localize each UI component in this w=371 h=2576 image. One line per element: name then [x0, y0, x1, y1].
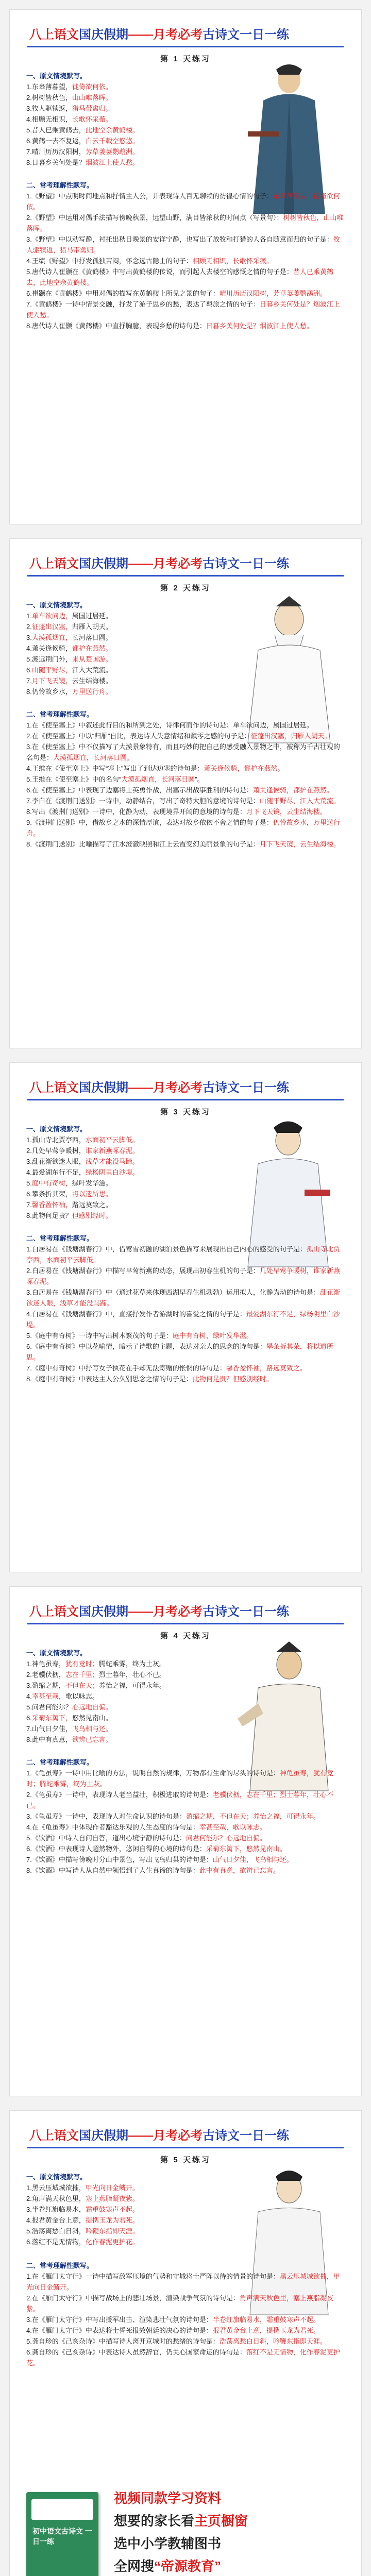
list-item: 5.唐代诗人崔颢在《黄鹤楼》中写出黄鹤楼的传说，而引起人去楼空的感慨之情的句子是：昔人已乘黄鹤去，此地空余黄鹤楼。 [26, 268, 333, 286]
list-item: 4.最爱湖东行不足，绿杨阴里白沙堤。 [26, 1168, 139, 1176]
promo-block [26, 2482, 346, 2576]
list-item: 5.龚自珍的《己亥杂诗》中描写诗人离开京城时的愁绪的诗句是：浩荡离愁白日斜，吟鞭东指即天涯。 [26, 2337, 327, 2345]
list-item: 5.渡远荆门外，来从楚国游。 [26, 655, 112, 663]
list-item: 1.《龟虽寿》一诗中用比喻的方法，说明自然的规律，万物都有生命的尽头的诗句是：神龟虽寿，犹有竟时；腾蛇乘雾，终为土灰。 [26, 1769, 333, 1788]
list-item: 6.落红不是无情物，化作春泥更护花。 [26, 2238, 139, 2246]
understanding-content [26, 2260, 346, 2368]
list-item: 7.山气日夕佳，飞鸟相与还。 [26, 1725, 112, 1733]
list-item: 8.此物何足贵？但感别经时。 [26, 1212, 112, 1219]
list-item: 8.写出《渡荆门送别》一诗中，化静为动，表现境界开阔的意境的诗句是：月下飞天镜，云生结海楼。 [26, 808, 327, 816]
understanding-content [26, 180, 346, 331]
list-item: 7.李白在《渡荆门送别》一诗中，动静结合，写出了奇特大胆的意境的诗句是：山随平野尽，江入大荒流。 [26, 797, 340, 805]
exercise-content [26, 2172, 212, 2247]
understanding-content [26, 1233, 346, 1384]
list-item: 2.白居易在《钱塘湖春行》中描写早莺新燕的动态，展现出初春生机的句子是：几处早莺争暖树，谁家新燕啄春泥。 [26, 1267, 340, 1285]
understanding-content [26, 709, 346, 850]
list-item: 6.《庭中有奇树》中以花喻情，暗示了诗歌的主题，表达对亲人的思念的诗句是：攀条折其荣，将以遗所思。 [26, 1343, 333, 1361]
section-heading: 一、原文情境默写。 [26, 1125, 87, 1133]
promo-line-2: 想要的家长看主页橱窗 [114, 2513, 248, 2529]
list-item: 2.角声满天秋色里，塞上燕脂凝夜紫。 [26, 2195, 139, 2202]
list-item: 6.采菊东篱下，悠然见南山。 [26, 1714, 112, 1722]
list-item: 1.在《雁门太守行》一诗中描写敌军压境的气势和守城将士严阵以待的情景的诗句是：黑云压城城欲摧，甲光向日金鳞开。 [26, 2273, 340, 2291]
day-label: 第 4 天练习 [160, 1632, 211, 1640]
list-item: 3.盈缩之期，不但在天；养怡之福，可得永年。 [26, 1682, 166, 1689]
understanding-content [26, 1757, 346, 1876]
list-item: 4.王绩《野望》中抒发孤独苦闷，怀念远古隐士的句子：相顾无相识，长歌怀采薇。 [26, 257, 273, 265]
day-label: 第 5 天练习 [160, 2156, 211, 2164]
list-item: 2.《龟虽寿》一诗中，表现诗人老当益壮，积极进取的诗句是：老骥伏枥，志在千里；烈士暮年，壮心不已。 [26, 1791, 333, 1809]
list-item: 2.《野望》中运用对偶手法描写傍晚秋景，远望山野，满目皆浓秋的时间点（写景句）：树树皆秋色，山山唯落晖。 [26, 214, 344, 232]
divider [27, 46, 344, 47]
list-item: 4.在《雁门太守行》中表达将士誓死报效朝廷的决心的诗句是：报君黄金台上意，提携玉龙为君死。 [26, 2327, 320, 2334]
section-heading: 二、常考理解性默写。 [26, 2262, 94, 2269]
list-item: 4.在《龟虽寿》中体现作者豁达乐观的人生态度的诗句是：幸甚至哉，歌以咏志。 [26, 1823, 266, 1831]
list-item: 8.日暮乡关何处是？烟波江上使人愁。 [26, 159, 139, 166]
list-item: 5.王维在《使至塞上》中的名句“大漠孤烟直，长河落日圆”。 [26, 775, 204, 783]
list-item: 6.山随平野尽，江入大荒流。 [26, 666, 112, 674]
list-item: 3.在《使至塞上》中不仅描写了大漠景象特有，而且巧妙的把自己的感受融入景物之中，被称为千古壮观的名句是：大漠孤烟直，长河落日圆。 [26, 743, 340, 761]
list-item: 4.白居易在《钱塘湖春行》中，直接抒发作者游湖时的喜爱之情的句子是：最爱湖东行不足，绿杨阴里白沙堤。 [26, 1310, 340, 1329]
list-item: 1.东皋薄暮望，徙倚欲何依。 [26, 83, 112, 91]
book-title: 初中语文古诗文 一日一练 [32, 2527, 92, 2546]
divider [27, 575, 344, 577]
list-item: 1.黑云压城城欲摧，甲光向日金鳞开。 [26, 2184, 139, 2192]
list-item: 8.《庭中有奇树》中表达主人公久别思念之情的句子是：此物何足贵？但感别经时。 [26, 1375, 273, 1383]
list-item: 8.唐代诗人崔颢《黄鹤楼》中直抒胸臆，表现乡愁的诗句是：日暮乡关何处是？烟波江上使人愁。 [26, 322, 313, 330]
exercise-content [26, 1124, 212, 1221]
day-label: 第 1 天练习 [160, 55, 211, 63]
list-item: 3.白居易在《钱塘湖春行》中（通过花草来体现西湖早春生机勃勃）运用拟人，化静为动的诗句是：乱花渐欲迷人眼，浅草才能没马蹄。 [26, 1289, 340, 1307]
list-item: 8.《渡荆门送别》比喻描写了江水澄澈映照和江上云霞变幻美丽景象的句子是：月下飞天镜，云生结海楼。 [26, 840, 340, 848]
list-item: 3.乱花渐欲迷人眼，浅草才能没马蹄。 [26, 1158, 139, 1165]
section-heading: 二、常考理解性默写。 [26, 710, 94, 718]
section-heading: 一、原文情境默写。 [26, 2173, 87, 2181]
list-item: 9.《渡荆门送别》中，借故乡之水的深情厚谊，表达对故乡依依不舍之情的句子是：仍怜故乡水，万里送行舟。 [26, 819, 340, 837]
list-item: 3.在《雁门太守行》中写出援军出击、渲染悲壮气氛的诗句是：半卷红旗临易水，霜重鼓寒声不起。 [26, 2316, 320, 2324]
list-item: 7.月下飞天镜，云生结海楼。 [26, 677, 112, 685]
list-item: 4.相顾无相识，长歌怀采薇。 [26, 115, 112, 123]
section-heading: 一、原文情境默写。 [26, 601, 87, 609]
list-item: 6.《饮酒》中表现诗人超然物外，悠闲自得的心境的诗句是：采菊东篱下，悠然见南山。 [26, 1845, 286, 1853]
list-item: 4.萧关逢候骑，都护在燕然。 [26, 645, 112, 652]
section-heading: 二、常考理解性默写。 [26, 181, 94, 189]
day-card-4 [9, 1586, 362, 2096]
list-item: 7.晴川历历汉阳树，芳草萋萋鹦鹉洲。 [26, 148, 139, 156]
list-item: 3.《野望》中以动写静，衬托出秋日晚景的安详宁静，也写出了放牧和打猎的人各自随意而归的句子是：牧人驱犊返，猎马带禽归。 [26, 235, 340, 254]
list-item: 3.半卷红旗临易水，霜重鼓寒声不起。 [26, 2206, 139, 2213]
list-item: 5.《庭中有奇树》一诗中写出树木繁茂的句子是：庭中有奇树，绿叶发华滋。 [26, 1332, 253, 1340]
book-cover [26, 2492, 98, 2576]
list-item: 8.《饮酒》中写诗人从自然中领悟到了人生真谛的诗句是：此中有真意，欲辨已忘言。 [26, 1867, 280, 1874]
card-title: 八上语文国庆假期——月考必考古诗文一日一练 [29, 2129, 289, 2143]
card-title: 八上语文国庆假期——月考必考古诗文一日一练 [29, 1605, 289, 1619]
divider [27, 2147, 344, 2148]
day-label: 第 2 天练习 [160, 584, 211, 592]
list-item: 2.在《雁门太守行》中描写战场上的悲壮场景，渲染战争气氛的诗句是：角声满天秋色里，塞上燕脂凝夜紫。 [26, 2294, 333, 2313]
list-item: 7.《庭中有奇树》中抒写女子执花在手却无法寄赠的怅惘的诗句是：馨香盈怀袖，路远莫致之。 [26, 1364, 307, 1372]
list-item: 3.大漠孤烟直，长河落日圆。 [26, 634, 112, 641]
list-item: 5.《饮酒》中诗人自问自答，道出心境宁静的诗句是：问君何能尔？心远地自偏。 [26, 1834, 266, 1842]
list-item: 6.在《使至塞上》中表现了边塞将士英勇作战，出塞示出战事胜利的诗句是：萧关逢候骑，都护在燕然。 [26, 786, 333, 794]
exercise-content [26, 71, 212, 168]
list-item: 7.《黄鹤楼》一诗中情景交融，抒发了游子思乡的愁，表达了羁旅之情的句子：日暮乡关何处是？烟波江上使人愁。 [26, 300, 340, 319]
card-title: 八上语文国庆假期——月考必考古诗文一日一练 [29, 28, 289, 42]
list-item: 2.几处早莺争暖树，谁家新燕啄春泥。 [26, 1147, 139, 1155]
list-item: 2.在《使至塞上》中以“归雁”自比，表达诗人失意情绪和飘零之感的句子是：征蓬出汉塞，归雁入胡天。 [26, 732, 331, 740]
list-item: 4.王维在《使至塞上》中写“塞上”写出了到达边塞的诗句是：萧关逢候骑，都护在燕然。 [26, 765, 284, 772]
list-item: 6.黄鹤一去不复返，白云千载空悠悠。 [26, 137, 139, 145]
list-item: 5.浩荡离愁白日斜，吟鞭东指即天涯。 [26, 2227, 139, 2235]
list-item: 4.报君黄金台上意，提携玉龙为君死。 [26, 2216, 139, 2224]
list-item: 5.问君何能尔？心远地自偏。 [26, 1703, 112, 1711]
list-item: 8.此中有真意，欲辨已忘言。 [26, 1736, 112, 1743]
day-label: 第 3 天练习 [160, 1108, 211, 1116]
section-heading: 二、常考理解性默写。 [26, 1234, 94, 1242]
list-item: 2.老骥伏枥，志在千里；烈士暮年，壮心不已。 [26, 1671, 166, 1679]
section-heading: 二、常考理解性默写。 [26, 1758, 94, 1766]
day-card-1 [9, 9, 362, 524]
list-item: 3.牧人驱犊返，猎马带禽归。 [26, 105, 112, 112]
list-item: 1.孤山寺北贾亭西，水面初平云脚低。 [26, 1136, 139, 1144]
exercise-content [26, 1648, 212, 1745]
list-item: 2.征蓬出汉塞，归雁入胡天。 [26, 623, 112, 631]
exercise-content [26, 600, 212, 697]
list-item: 5.庭中有奇树，绿叶发华滋。 [26, 1179, 112, 1187]
list-item: 6.龚自珍的《己亥杂诗》中表达诗人虽然辞官，仍关心国家命运的诗句是：落红不是无情物，化作春泥更护花。 [26, 2348, 340, 2367]
card-title: 八上语文国庆假期——月考必考古诗文一日一练 [29, 1081, 289, 1095]
list-item: 1.白居易在《钱塘湖春行》中，借莺雪初融的湖泊景色描写来展现出自己内心的感受的句子是：孤山寺北贾亭西，水面初平云脚低。 [26, 1245, 340, 1264]
promo-line-1: 视频同款学习资料 [114, 2490, 222, 2506]
list-item: 7.《饮酒》中描写傍晚时分山中景色，写出飞鸟归巢的诗句是：山气日夕佳，飞鸟相与还。 [26, 1856, 293, 1863]
list-item: 5.昔人已乘黄鹤去，此地空余黄鹤楼。 [26, 126, 139, 134]
list-item: 1.神龟虽寿，犹有竟时；腾蛇乘雾，终为土灰。 [26, 1660, 166, 1668]
divider [27, 1623, 344, 1624]
day-card-5 [9, 2110, 362, 2576]
card-title: 八上语文国庆假期——月考必考古诗文一日一练 [29, 557, 289, 571]
list-item: 4.幸甚至哉，歌以咏志。 [26, 1692, 99, 1700]
day-card-3 [9, 1062, 362, 1572]
list-item: 3.《龟虽寿》一诗中，表现诗人对生命认识的诗句是：盈缩之期，不但在天；养怡之福，可得永年。 [26, 1812, 320, 1820]
list-item: 1.单车欲问边，属国过居延。 [26, 612, 112, 620]
day-card-2 [9, 538, 362, 1048]
promo-line-3: 选中小学教辅图书 [114, 2536, 222, 2551]
promo-line-4: 全网搜“帝源教育” [114, 2558, 222, 2574]
divider [27, 1099, 344, 1100]
list-item: 2.树树皆秋色，山山唯落晖。 [26, 94, 112, 101]
list-item: 8.仍怜故乡水，万里送行舟。 [26, 688, 112, 696]
list-item: 7.馨香盈怀袖，路远莫致之。 [26, 1201, 112, 1209]
section-heading: 一、原文情境默写。 [26, 72, 87, 80]
section-heading: 一、原文情境默写。 [26, 1649, 87, 1657]
list-item: 6.攀条折其荣，将以遗所思。 [26, 1190, 112, 1198]
list-item: 6.崔颢在《黄鹤楼》中用对偶的描写在黄鹤楼上所见之景的句子：晴川历历汉阳树，芳草萋萋鹦鹉洲。 [26, 290, 327, 297]
list-item: 1.《野望》中点明时间地点和抒情主人公，并表现诗人百无聊赖的彷徨心情的句子：东皋薄暮望，徙倚欲何依。 [26, 192, 340, 211]
list-item: 1.在《使至塞上》中叙述此行目的和所到之处，诗律何而作的诗句是：单车欲问边，属国过居延。 [26, 721, 313, 729]
